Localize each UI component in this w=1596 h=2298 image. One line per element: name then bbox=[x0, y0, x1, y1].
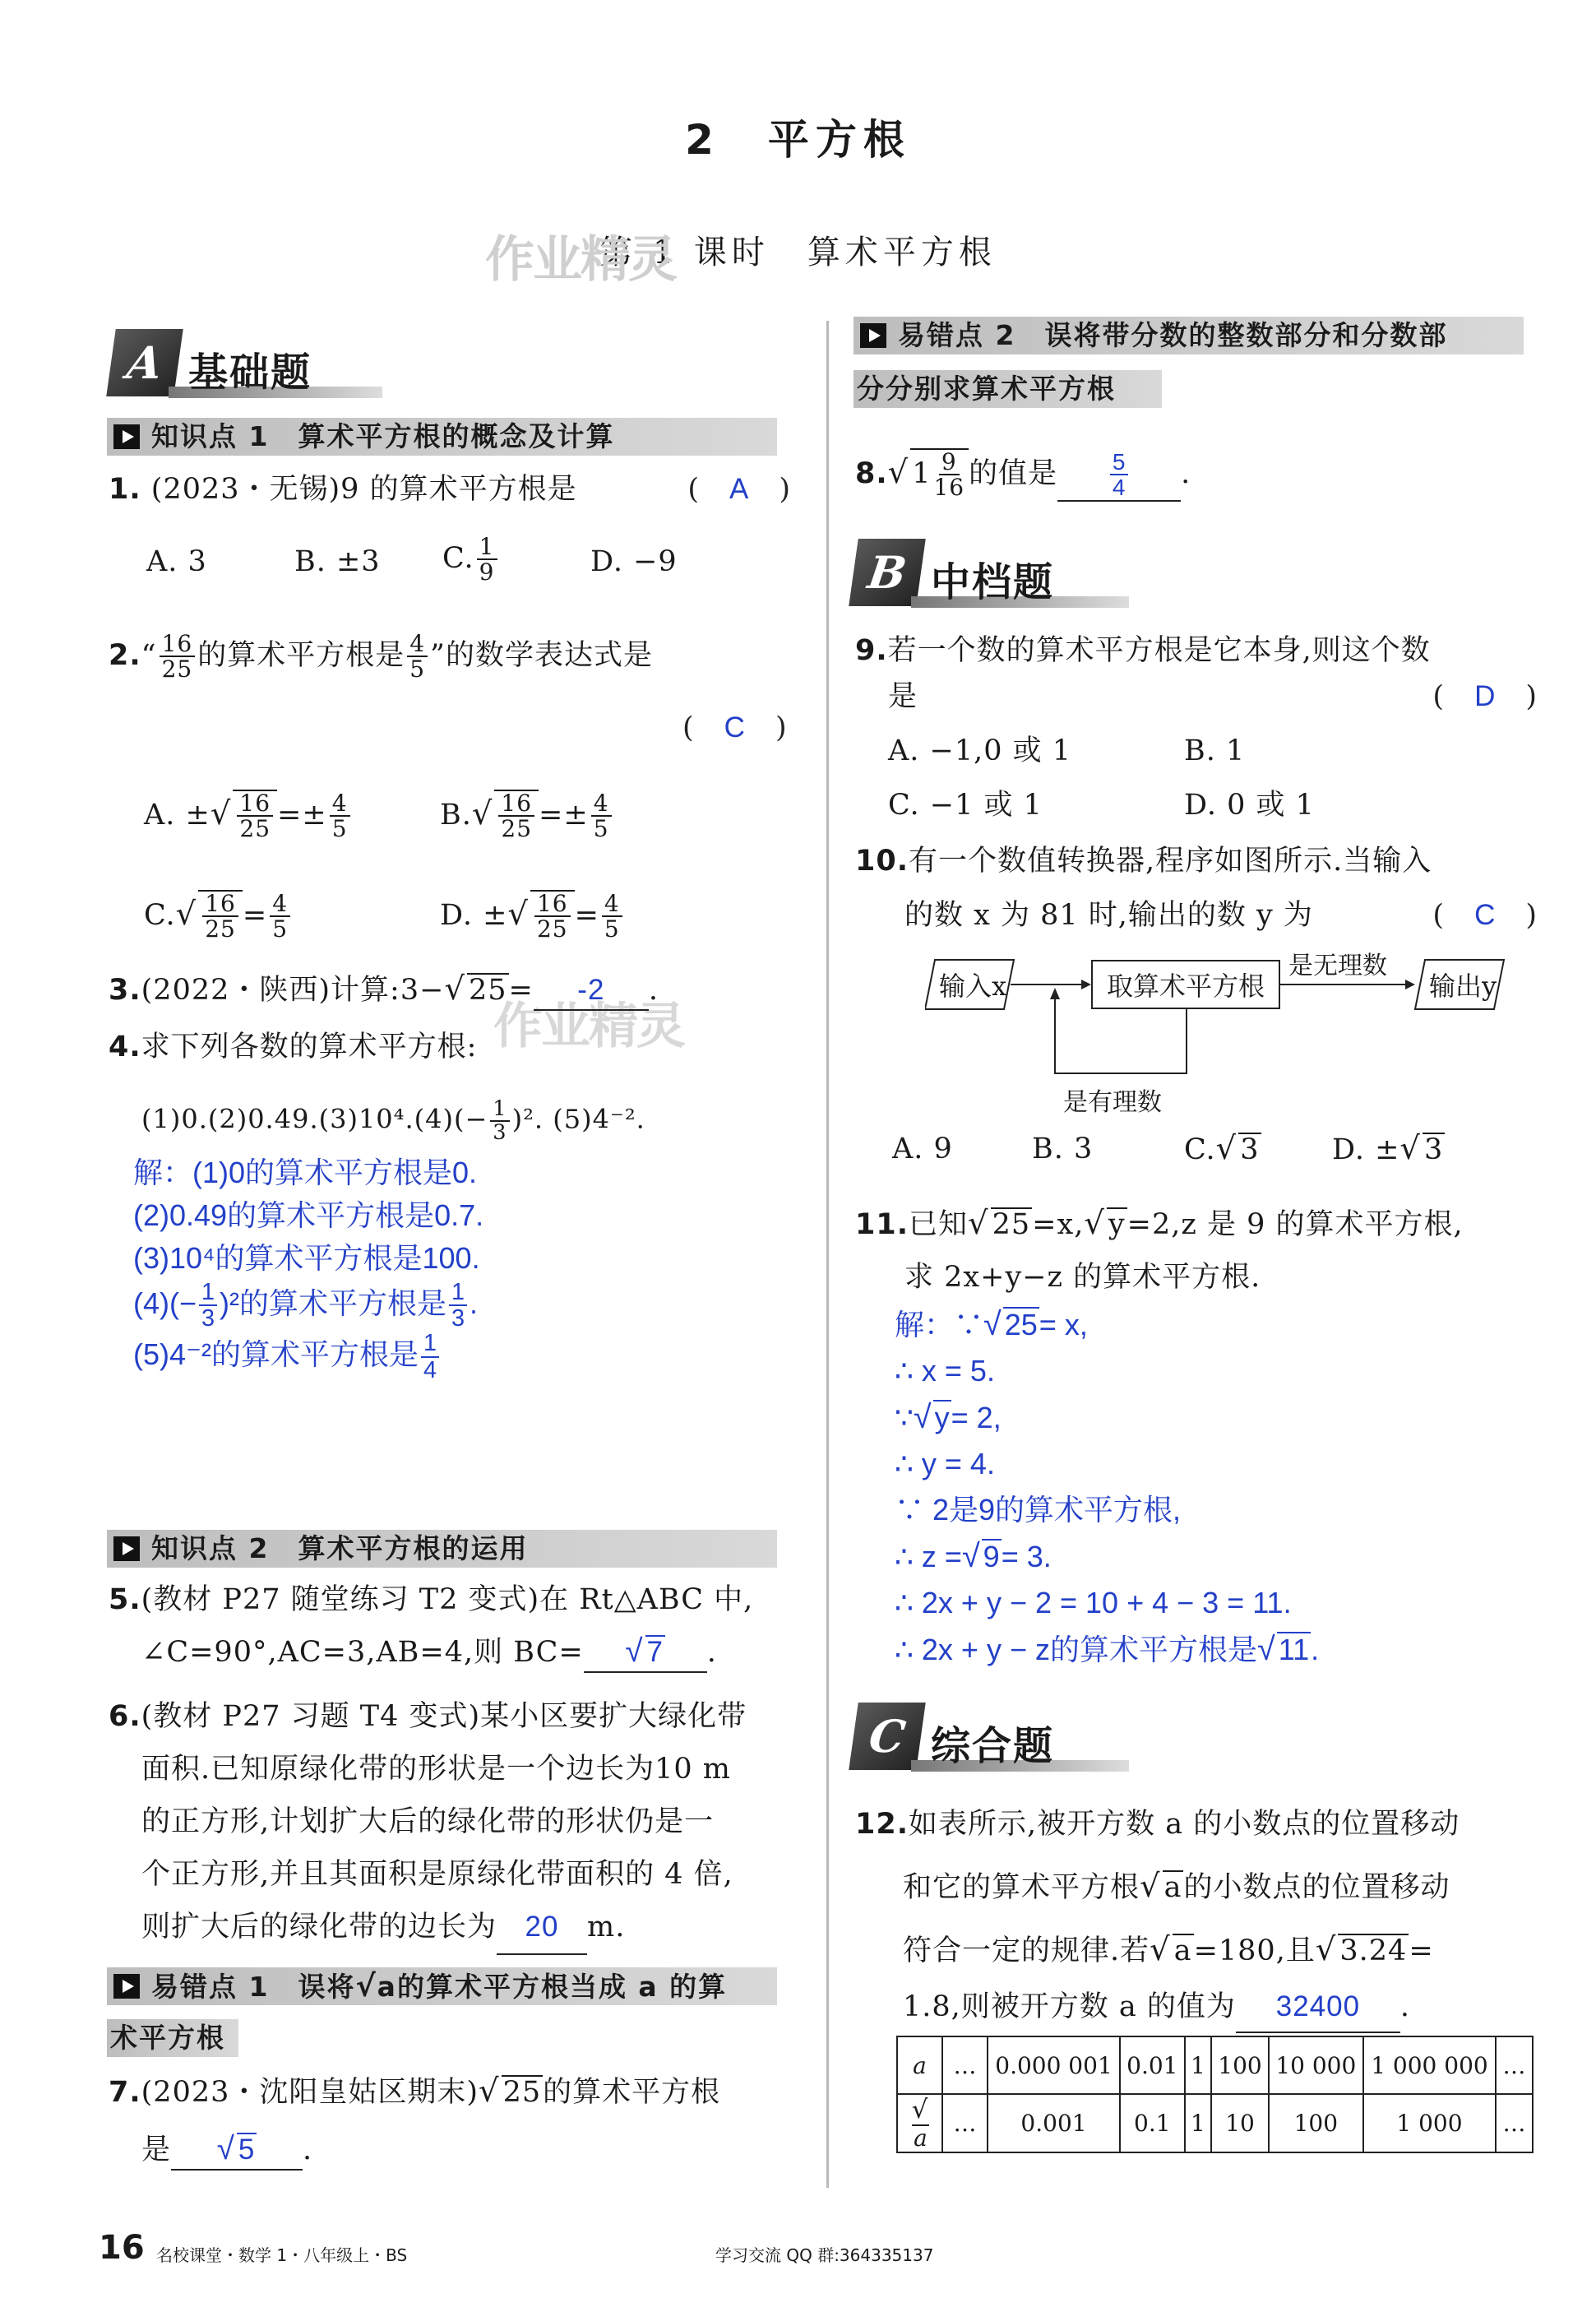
frac-num: 16 bbox=[160, 632, 196, 657]
flow-label-rational: 是有理数 bbox=[1063, 1088, 1162, 1117]
frac-den: 9 bbox=[479, 558, 495, 586]
q-number: 10. bbox=[855, 845, 909, 878]
option-c: C. −1 或 1 bbox=[888, 789, 1043, 822]
section-c-badge bbox=[854, 1703, 1133, 1785]
table-cell: 100 bbox=[1269, 2094, 1363, 2152]
option-label: A. ± bbox=[144, 798, 210, 832]
solution-line: ∵√ y= 2, bbox=[895, 1399, 1002, 1435]
frac-num: 16 bbox=[534, 892, 571, 917]
option-c: C. bbox=[442, 541, 474, 575]
section-a-name: 基础题 bbox=[188, 350, 312, 396]
q-stem: 个正方形,并且其面积是原绿化带面积的 4 倍, bbox=[141, 1858, 733, 1891]
frac-num: 1 bbox=[199, 1280, 217, 1306]
q-unit: m. bbox=[587, 1911, 626, 1944]
answer: A bbox=[729, 473, 750, 505]
q-number: 12. bbox=[855, 1808, 909, 1841]
play-icon bbox=[860, 323, 886, 348]
table-cell: 0.01 bbox=[1120, 2036, 1185, 2094]
table-cell: 100 bbox=[1211, 2036, 1268, 2094]
frac-den: 25 bbox=[536, 915, 568, 943]
section-a-badge bbox=[111, 329, 391, 411]
frac-den: 3 bbox=[451, 1305, 465, 1332]
solution-line: ∴ y = 4. bbox=[895, 1447, 995, 1480]
q-stem: =2,z 是 9 的算术平方根, bbox=[1126, 1208, 1464, 1241]
question-10-line2: 的数 x 为 81 时,输出的数 y 为 ( C ) bbox=[904, 899, 1538, 932]
q-stem: (教材 P27 习题 T4 变式)某小区要扩大绿化带 bbox=[141, 1700, 747, 1733]
answer: C bbox=[1474, 899, 1497, 931]
knowledge-point-1 bbox=[107, 418, 777, 456]
option-a: A. −1,0 或 1 bbox=[888, 734, 1072, 767]
question-9-line2: 是 ( D ) bbox=[888, 680, 1538, 713]
column-divider bbox=[826, 321, 829, 2188]
answer: 20 bbox=[525, 1911, 559, 1943]
solution-part: (4)(− bbox=[133, 1286, 197, 1320]
frac-num: 4 bbox=[330, 791, 350, 817]
answer: 7 bbox=[646, 1636, 664, 1668]
section-c-name: 综合题 bbox=[931, 1723, 1055, 1769]
lesson-subtitle: 第 1 课时 算术平方根 bbox=[599, 234, 997, 271]
q-stem: 已知 bbox=[909, 1208, 969, 1241]
radicand: 9 bbox=[983, 1540, 1000, 1573]
answer: 32400 bbox=[1275, 1990, 1361, 2022]
equals: = bbox=[508, 974, 534, 1007]
option-b: B.√ $\frac{16}{25}$ =± $\frac{4}{5}$ bbox=[440, 790, 614, 841]
option-d: D. −9 bbox=[590, 545, 678, 578]
q-stem: 是 bbox=[888, 680, 918, 713]
radicand: y bbox=[1108, 1208, 1126, 1241]
frac-num: 16 bbox=[202, 892, 238, 917]
question-9 bbox=[855, 623, 1431, 678]
error-point-1: 易错点 1 误将√a的算术平方根当成 a 的算 bbox=[107, 1967, 777, 2005]
radicand: 3 bbox=[1240, 1133, 1260, 1166]
error-point-label: 易错点 1 误将 bbox=[151, 1971, 356, 2003]
question-11-solution bbox=[895, 1301, 1319, 1673]
solution-line: ∴ x = 5. bbox=[895, 1354, 995, 1388]
table-cell: 0.000 001 bbox=[988, 2036, 1120, 2094]
radicand: a bbox=[1163, 1871, 1182, 1904]
q-stem: =x, bbox=[1032, 1208, 1085, 1241]
table-cell: 1 bbox=[1185, 2094, 1212, 2152]
table-row bbox=[897, 2036, 1533, 2094]
frac-den: 25 bbox=[239, 815, 271, 843]
q-text: “ bbox=[141, 638, 157, 672]
frac-den: 3 bbox=[201, 1305, 215, 1332]
radicand: 3.24 bbox=[1339, 1934, 1408, 1967]
frac-den: 5 bbox=[409, 656, 426, 683]
equals: = bbox=[242, 898, 268, 932]
q-stem: 的值是 bbox=[969, 456, 1058, 490]
mixed-whole: 1 bbox=[912, 456, 932, 490]
question-4-solution bbox=[133, 1151, 483, 1383]
knowledge-point-2-label: 知识点 2 算术平方根的运用 bbox=[151, 1532, 529, 1564]
solution-line bbox=[133, 1331, 483, 1382]
q-stem: 则扩大后的绿化带的边长为 bbox=[141, 1911, 497, 1944]
q-number: 11. bbox=[855, 1208, 909, 1241]
q-number: 8. bbox=[855, 456, 888, 490]
frac-num: 1 bbox=[421, 1331, 439, 1357]
q-stem: 若一个数的算术平方根是它本身,则这个数 bbox=[887, 634, 1431, 667]
q-number: 2. bbox=[109, 638, 141, 672]
option-b: B. 1 bbox=[1184, 734, 1246, 767]
q-stem: 如表所示,被开方数 a 的小数点的位置移动 bbox=[909, 1808, 1460, 1841]
q-number: 7. bbox=[109, 2076, 141, 2109]
option-label: D. ± bbox=[1332, 1133, 1400, 1166]
q-items: )². (5)4⁻². bbox=[511, 1103, 645, 1135]
q-stem: 面积.已知原绿化带的形状是一个边长为10 m bbox=[141, 1753, 731, 1786]
radicand: 25 bbox=[992, 1208, 1031, 1241]
option-c: C.√ 3 bbox=[1184, 1130, 1260, 1167]
table-cell: 1 bbox=[1185, 2036, 1212, 2094]
solution-part: ∴ 2x + y − z的算术平方根是 bbox=[895, 1633, 1257, 1666]
question-1: 1. (2023・无锡)9 的算术平方根是 ( A ) bbox=[109, 473, 791, 506]
answer: C bbox=[724, 711, 746, 744]
q-stem: 符合一定的规律.若 bbox=[903, 1934, 1150, 1967]
question-5 bbox=[109, 1581, 753, 1619]
question-4 bbox=[109, 1028, 477, 1066]
section-b-letter: B bbox=[849, 539, 926, 606]
frac-den: 3 bbox=[493, 1119, 507, 1145]
arrow-head bbox=[1081, 980, 1091, 989]
radicand: y bbox=[934, 1401, 950, 1434]
q-stem: 1.8,则被开方数 a 的值为 bbox=[903, 1990, 1236, 2023]
frac-num: 9 bbox=[939, 450, 960, 475]
frac-den: 25 bbox=[501, 815, 533, 843]
solution-line: ∴ 2x + y − z的算术平方根是√ 11. bbox=[895, 1631, 1320, 1667]
solution-line: ∴ z =√ 9= 3. bbox=[895, 1538, 1052, 1574]
frac-den: 5 bbox=[604, 915, 620, 943]
page-title: 2 平方根 bbox=[685, 116, 911, 164]
value-table bbox=[896, 2036, 1534, 2153]
frac-num: 4 bbox=[591, 791, 612, 817]
q-stem: =180,且 bbox=[1193, 1934, 1316, 1967]
section-b-badge bbox=[854, 539, 1133, 621]
frac-den: 5 bbox=[331, 815, 348, 843]
radicand: 25 bbox=[502, 2076, 542, 2109]
q-stem: 是 bbox=[141, 2134, 172, 2166]
radicand: 3 bbox=[1423, 1133, 1444, 1166]
book-title: 名校课堂・数学 1・八年级上・BS bbox=[156, 2245, 408, 2265]
solution-part: = 3. bbox=[1001, 1540, 1052, 1573]
solution-part: ∵ bbox=[895, 1401, 914, 1434]
q-number: 4. bbox=[109, 1031, 141, 1063]
q-stem: 的算术平方根 bbox=[543, 2076, 721, 2109]
answer: D bbox=[1474, 680, 1497, 712]
question-5-line2: ∠C=90°,AC=3,AB=4,则 BC= √ 7 . bbox=[141, 1633, 717, 1673]
q-stem: 的数 x 为 81 时,输出的数 y 为 bbox=[904, 899, 1313, 932]
section-a-letter: A bbox=[106, 329, 183, 396]
option-d: D. ±√ 3 bbox=[1332, 1130, 1444, 1167]
solution-line: ∵ 2是9的算术平方根, bbox=[895, 1493, 1182, 1527]
solution-part: 解：∵ bbox=[895, 1308, 984, 1341]
option-b: B. 3 bbox=[1032, 1133, 1094, 1165]
solution-part: )²的算术平方根是 bbox=[220, 1286, 447, 1320]
question-7: 7.(2023・沈阳皇姑区期末)√ 25的算术平方根 bbox=[109, 2073, 721, 2110]
solution-line: (3)10⁴的算术平方根是100. bbox=[133, 1241, 480, 1275]
table-cell: … bbox=[1496, 2094, 1533, 2152]
question-11: 11.已知√ 25=x,√ y=2,z 是 9 的算术平方根, bbox=[855, 1205, 1464, 1242]
option-label: B. bbox=[440, 798, 472, 832]
solution-part: . bbox=[1311, 1633, 1320, 1666]
equals: =± bbox=[539, 798, 589, 832]
q-text: 的算术平方根是 bbox=[197, 638, 405, 672]
flow-output: 输出y bbox=[1428, 971, 1497, 1002]
option-b: B. ±3 bbox=[294, 545, 381, 578]
frac-num: 4 bbox=[270, 892, 290, 917]
question-4-items bbox=[141, 1098, 645, 1144]
solution-line: (2)0.49的算术平方根是0.7. bbox=[133, 1198, 484, 1232]
frac-num: 4 bbox=[407, 632, 428, 657]
question-6 bbox=[109, 1690, 747, 1955]
q-number: 3. bbox=[109, 974, 141, 1007]
option-d: D. 0 或 1 bbox=[1184, 789, 1315, 822]
arrow-head bbox=[1050, 988, 1060, 999]
answer-num: 5 bbox=[1110, 450, 1129, 475]
q-stem: ∠C=90°,AC=3,AB=4,则 BC= bbox=[141, 1636, 584, 1669]
table-cell: a bbox=[897, 2036, 942, 2094]
question-8: 8.√ 1 $\frac{9}{16}$ 的值是 $\frac{5}{4}$ . bbox=[855, 448, 1191, 502]
q-number: 1. bbox=[109, 473, 141, 506]
q-number: 5. bbox=[109, 1583, 141, 1616]
q-stem: (2023・无锡)9 的算术平方根是 bbox=[150, 473, 577, 506]
solution-line: (4)(− $\frac{1}{3}$ )²的算术平方根是 $\frac{1}{3}$ . bbox=[133, 1279, 479, 1332]
solution-part: ∴ z = bbox=[895, 1540, 962, 1573]
table-cell: … bbox=[942, 2036, 988, 2094]
knowledge-point-2 bbox=[107, 1530, 777, 1568]
option-a: A. ±√ $\frac{16}{25}$ =± $\frac{4}{5}$ bbox=[144, 790, 353, 841]
watermark: 作业精灵 bbox=[485, 231, 676, 289]
q-items: (1)0.(2)0.49.(3)10⁴.(4)(− bbox=[141, 1103, 488, 1135]
radicand: 11 bbox=[1278, 1633, 1310, 1666]
page-number: 16 bbox=[99, 2229, 145, 2267]
answer: 5 bbox=[238, 2134, 256, 2166]
frac-den: 4 bbox=[423, 1356, 437, 1383]
solution-part: = 2, bbox=[951, 1401, 1002, 1434]
qq-group: 学习交流 QQ 群:364335137 bbox=[715, 2245, 934, 2265]
solution-line: 解：(1)0的算术平方根是0. bbox=[133, 1156, 478, 1189]
option-label: C. bbox=[144, 898, 176, 932]
q-stem: 有一个数值转换器,程序如图所示.当输入 bbox=[909, 845, 1432, 878]
table-cell: … bbox=[1496, 2036, 1533, 2094]
solution-line: ∴ 2x + y − 2 = 10 + 4 − 3 = 11. bbox=[895, 1586, 1292, 1619]
equals: = bbox=[574, 898, 599, 932]
frac-num: 16 bbox=[498, 791, 534, 817]
flow-input: 输入x bbox=[938, 971, 1007, 1002]
q-stem: 的小数点的位置移动 bbox=[1183, 1871, 1450, 1904]
table-cell: 1 000 bbox=[1363, 2094, 1496, 2152]
frac-den: 25 bbox=[161, 656, 193, 683]
table-row bbox=[897, 2094, 1533, 2152]
table-cell: … bbox=[942, 2094, 988, 2152]
knowledge-point-1-label: 知识点 1 算术平方根的概念及计算 bbox=[151, 420, 615, 452]
watermark-2: 作业精灵 bbox=[493, 998, 684, 1055]
error-point-2 bbox=[854, 317, 1524, 354]
question-2 bbox=[109, 632, 791, 682]
flow-process: 取算术平方根 bbox=[1091, 960, 1280, 1009]
play-icon bbox=[113, 1536, 140, 1561]
flow-label-irrational: 是无理数 bbox=[1288, 952, 1387, 980]
radicand: a bbox=[1173, 1934, 1192, 1967]
q-stem: (2022・陕西)计算:3− bbox=[141, 974, 445, 1007]
table-cell: √a bbox=[897, 2094, 942, 2152]
q-stem: = bbox=[1409, 1934, 1434, 1967]
frac-num: 1 bbox=[477, 535, 497, 560]
section-b-name: 中档题 bbox=[931, 559, 1055, 605]
q-stem: 求下列各数的算术平方根: bbox=[141, 1031, 478, 1063]
question-3: 3.(2022・陕西)计算:3−√ 25= -2 . bbox=[109, 971, 659, 1011]
question-11-line2: 求 2x+y−z 的算术平方根. bbox=[904, 1261, 1261, 1294]
option-label: D. ± bbox=[440, 898, 508, 932]
option-label: C. bbox=[1184, 1133, 1216, 1166]
error-point-label: a的算术平方根当成 a 的算 bbox=[377, 1971, 728, 2003]
table-cell: 10 000 bbox=[1269, 2036, 1363, 2094]
flow-diagram bbox=[925, 950, 1517, 1123]
frac-num: 16 bbox=[237, 791, 273, 817]
solution-part: = x, bbox=[1039, 1308, 1088, 1341]
question-7-line2: 是 √ 5 . bbox=[141, 2130, 312, 2171]
radicand: 25 bbox=[468, 974, 507, 1007]
play-icon bbox=[113, 424, 140, 449]
arrow-head bbox=[1405, 980, 1415, 989]
play-icon bbox=[113, 1974, 140, 1999]
question-12: 12.如表所示,被开方数 a 的小数点的位置移动 和它的算术平方根√ a的小数点的位置移动 符合一定的规律.若√ a=180,且√ 3.24= 1.8,则被开方数 a 的值为 32400 . bbox=[855, 1793, 1460, 2033]
section-c-letter: C bbox=[849, 1703, 926, 1770]
frac-num: 1 bbox=[449, 1280, 467, 1306]
question-2-answer: ( C ) bbox=[682, 711, 788, 744]
answer-den: 4 bbox=[1112, 475, 1126, 501]
solution-part: (5)4⁻²的算术平方根是 bbox=[133, 1337, 419, 1372]
table-cell: 10 bbox=[1211, 2094, 1268, 2152]
table-cell: 0.001 bbox=[988, 2094, 1120, 2152]
table-cell: 1 000 000 bbox=[1363, 2036, 1496, 2094]
q-number: 9. bbox=[855, 634, 888, 667]
frac-den: 5 bbox=[593, 815, 609, 843]
error-point-label: 易错点 2 误将带分数的整数部分和分数部 bbox=[898, 319, 1448, 351]
frac-den: 25 bbox=[205, 915, 236, 943]
option-a: A. 3 bbox=[146, 545, 207, 578]
option-c: C.√ $\frac{16}{25}$ = $\frac{4}{5}$ bbox=[144, 890, 293, 942]
option-d: D. ±√ $\frac{16}{25}$ = $\frac{4}{5}$ bbox=[440, 890, 625, 942]
radicand: 25 bbox=[1004, 1308, 1038, 1341]
option-a: A. 9 bbox=[892, 1133, 953, 1165]
answer: -2 bbox=[577, 974, 605, 1006]
frac-den: 5 bbox=[272, 915, 289, 943]
table-cell: 0.1 bbox=[1120, 2094, 1185, 2152]
solution-line: 解：∵√ 25= x, bbox=[895, 1306, 1088, 1342]
frac-den: 16 bbox=[933, 474, 965, 502]
error-point-1-cont: 术平方根 bbox=[107, 2019, 238, 2057]
radicand: a bbox=[914, 2124, 928, 2152]
error-point-2-cont: 分分别求算术平方根 bbox=[854, 370, 1162, 408]
frac-num: 1 bbox=[490, 1098, 509, 1122]
frac-num: 4 bbox=[602, 892, 622, 917]
q-text: ”的数学表达式是 bbox=[430, 638, 653, 672]
question-10 bbox=[855, 842, 1432, 880]
q-stem: 的正方形,计划扩大后的绿化带的形状仍是一 bbox=[141, 1805, 715, 1838]
q-stem: (教材 P27 随堂练习 T2 变式)在 Rt△ABC 中, bbox=[141, 1583, 754, 1616]
q-stem: 和它的算术平方根 bbox=[903, 1871, 1140, 1904]
q-number: 6. bbox=[109, 1700, 141, 1733]
q-stem: (2023・沈阳皇姑区期末) bbox=[141, 2076, 479, 2109]
equals: =± bbox=[277, 798, 327, 832]
